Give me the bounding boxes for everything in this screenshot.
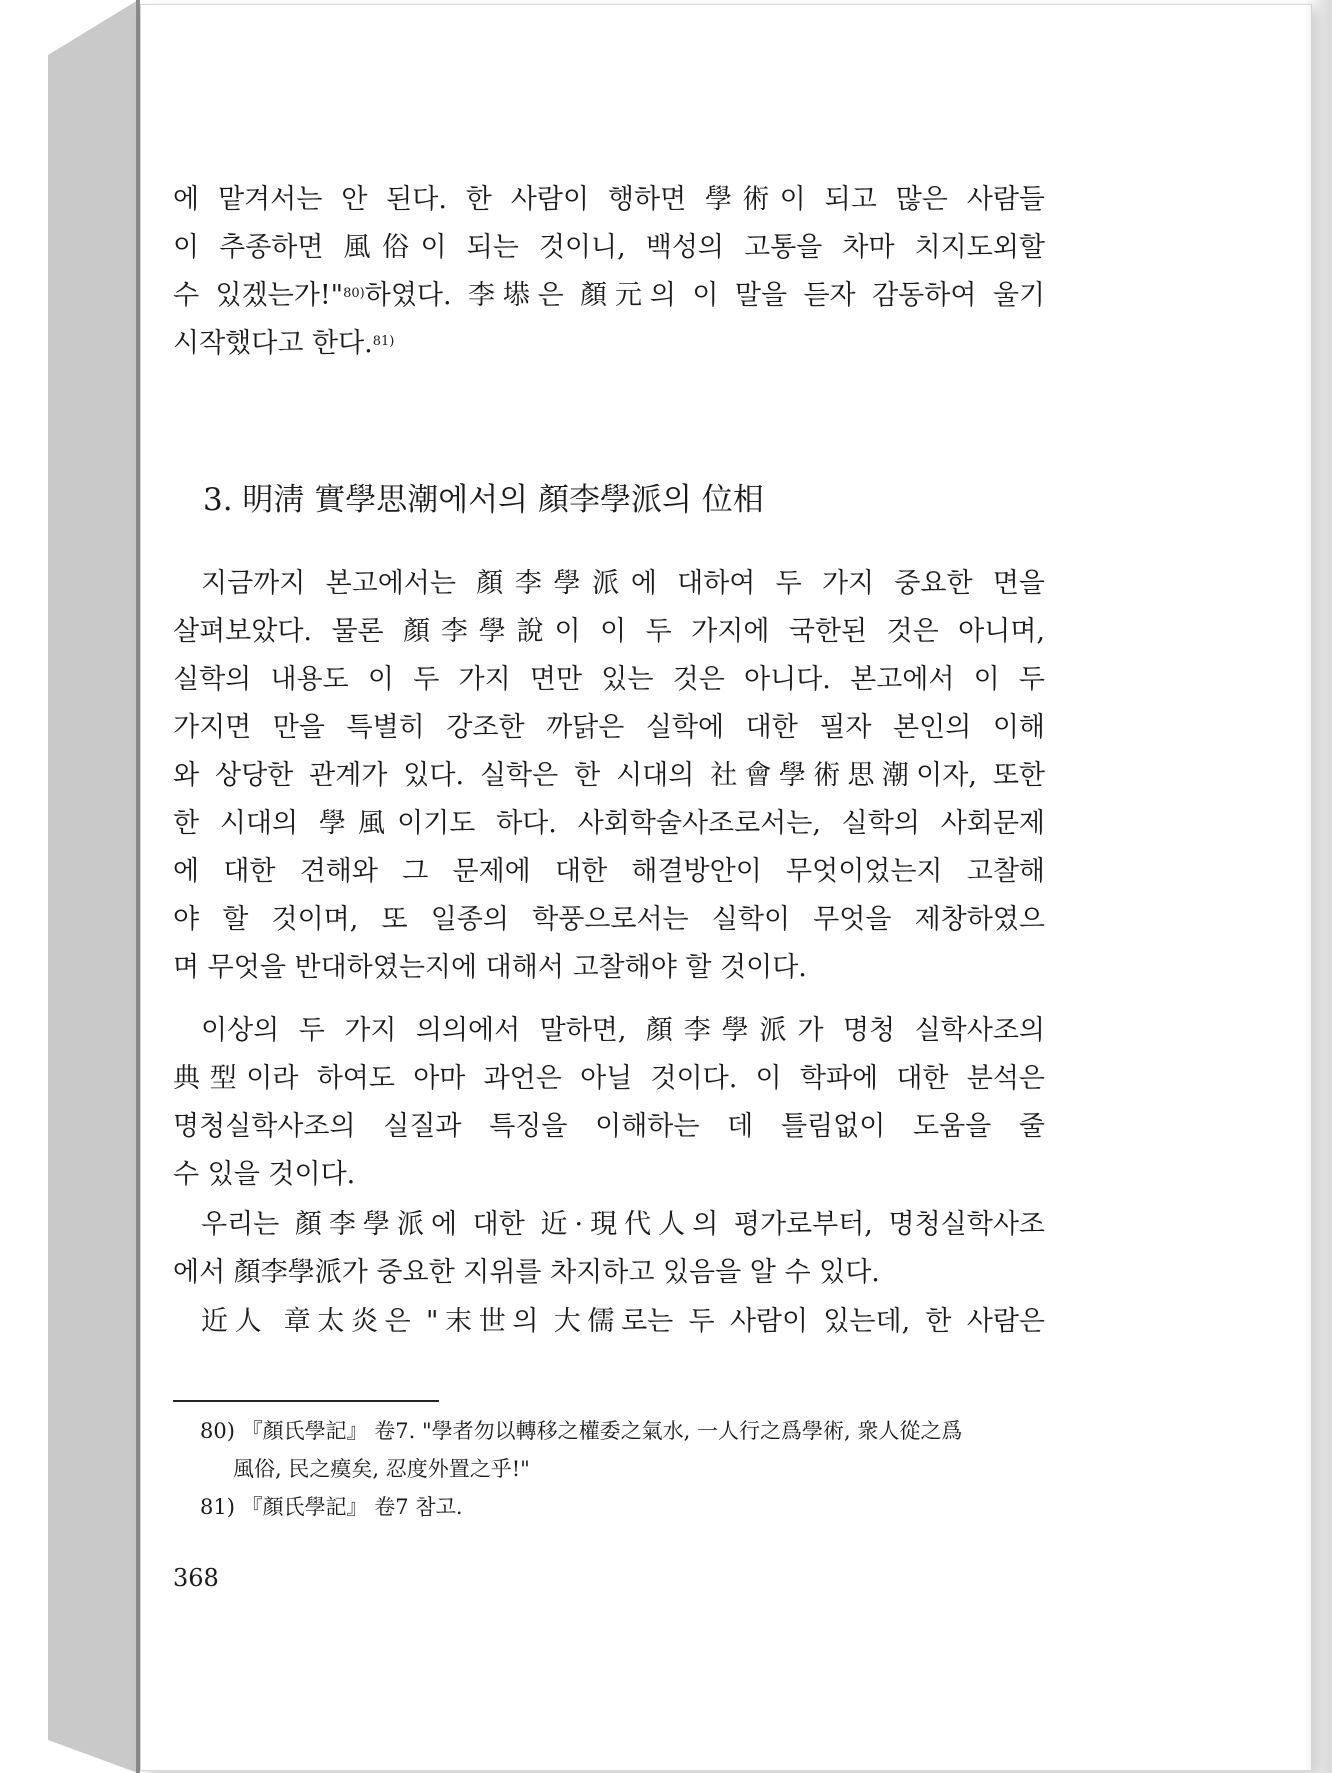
text-line: 에 대한 견해와 그 문제에 대한 해결방안이 무엇이었는지 고찰해 [173, 856, 1045, 887]
text-line [173, 272, 1045, 320]
footnote-80: 80) 『顏氏學記』 卷7. "學者勿以轉移之權委之氣水, 一人行之爲學術, 衆人從之爲 [200, 1419, 963, 1443]
text-fragment: 수 있겠는가!" [173, 280, 344, 311]
text-line: 한 시대의 學風이기도 하다. 사회학술사조로서는, 실학의 사회문제 [173, 808, 1045, 839]
paragraph-3 [173, 1201, 1045, 1297]
text-line: 살펴보았다. 물론 顏李學說이 이 두 가지에 국한된 것은 아니며, [173, 616, 1045, 647]
text-line: 典型이라 하여도 아마 과언은 아닐 것이다. 이 학파에 대한 분석은 [173, 1063, 1045, 1094]
section-heading: 3. 明淸 實學思潮에서의 顏李學派의 位相 [203, 482, 764, 518]
text-line: 야 할 것이며, 또 일종의 학풍으로서는 실학이 무엇을 제창하였으 [173, 904, 1045, 935]
book-spine [48, 0, 138, 1773]
text-fragment: 하였다. 李塨은 顏元의 이 말을 듣자 감동하여 울기 [364, 280, 1045, 311]
text-line: 에 맡겨서는 안 된다. 한 사람이 행하면 學術이 되고 많은 사람들 [173, 184, 1045, 215]
page-number: 368 [173, 1564, 219, 1592]
text-line: 우리는 顏李學派에 대한 近·現代人의 평가로부터, 명청실학사조 [201, 1209, 1045, 1240]
text-line: 지금까지 본고에서는 顏李學派에 대하여 두 가지 중요한 면을 [201, 568, 1045, 599]
page-edge-shadow [1304, 0, 1332, 1773]
paragraph-4 [173, 1298, 1045, 1346]
footnotes [200, 1412, 1050, 1526]
paragraph-1 [173, 560, 1045, 992]
text-line: 이 추종하면 風俗이 되는 것이니, 백성의 고통을 차마 치지도외할 [173, 232, 1045, 263]
text-line: 近人 章太炎은 "末世의 大儒로는 두 사람이 있는데, 한 사람은 [201, 1306, 1045, 1337]
text-line: 실학의 내용도 이 두 가지 면만 있는 것은 아니다. 본고에서 이 두 [173, 664, 1045, 695]
text-line: 가지면 만을 특별히 강조한 까닭은 실학에 대한 필자 본인의 이해 [173, 712, 1045, 743]
text-line [173, 320, 1045, 368]
text-fragment: 시작했다고 한다. [173, 328, 373, 359]
footnote-separator [173, 1400, 439, 1402]
text-line: 명청실학사조의 실질과 특징을 이해하는 데 틀림없이 도움을 줄 [173, 1111, 1045, 1142]
footnote-ref-81: 81) [372, 334, 395, 349]
text-line: 며 무엇을 반대하였는지에 대해서 고찰해야 할 것이다. [173, 952, 807, 983]
text-line: 이상의 두 가지 의의에서 말하면, 顏李學派가 명청 실학사조의 [201, 1015, 1045, 1046]
footnote-80-continued: 風俗, 民之瘼矣, 忍度外置之乎!" [233, 1457, 530, 1481]
text-line: 수 있을 것이다. [173, 1159, 356, 1190]
text-line: 에서 顏李學派가 중요한 지위를 차지하고 있음을 알 수 있다. [173, 1257, 880, 1288]
footnote-81: 81) 『顏氏學記』 卷7 참고. [200, 1495, 463, 1519]
footnote-ref-80: 80) [343, 286, 365, 301]
continued-paragraph [173, 176, 1045, 368]
paragraph-2 [173, 1007, 1045, 1199]
text-line: 와 상당한 관계가 있다. 실학은 한 시대의 社會學術思潮이자, 또한 [173, 760, 1045, 791]
